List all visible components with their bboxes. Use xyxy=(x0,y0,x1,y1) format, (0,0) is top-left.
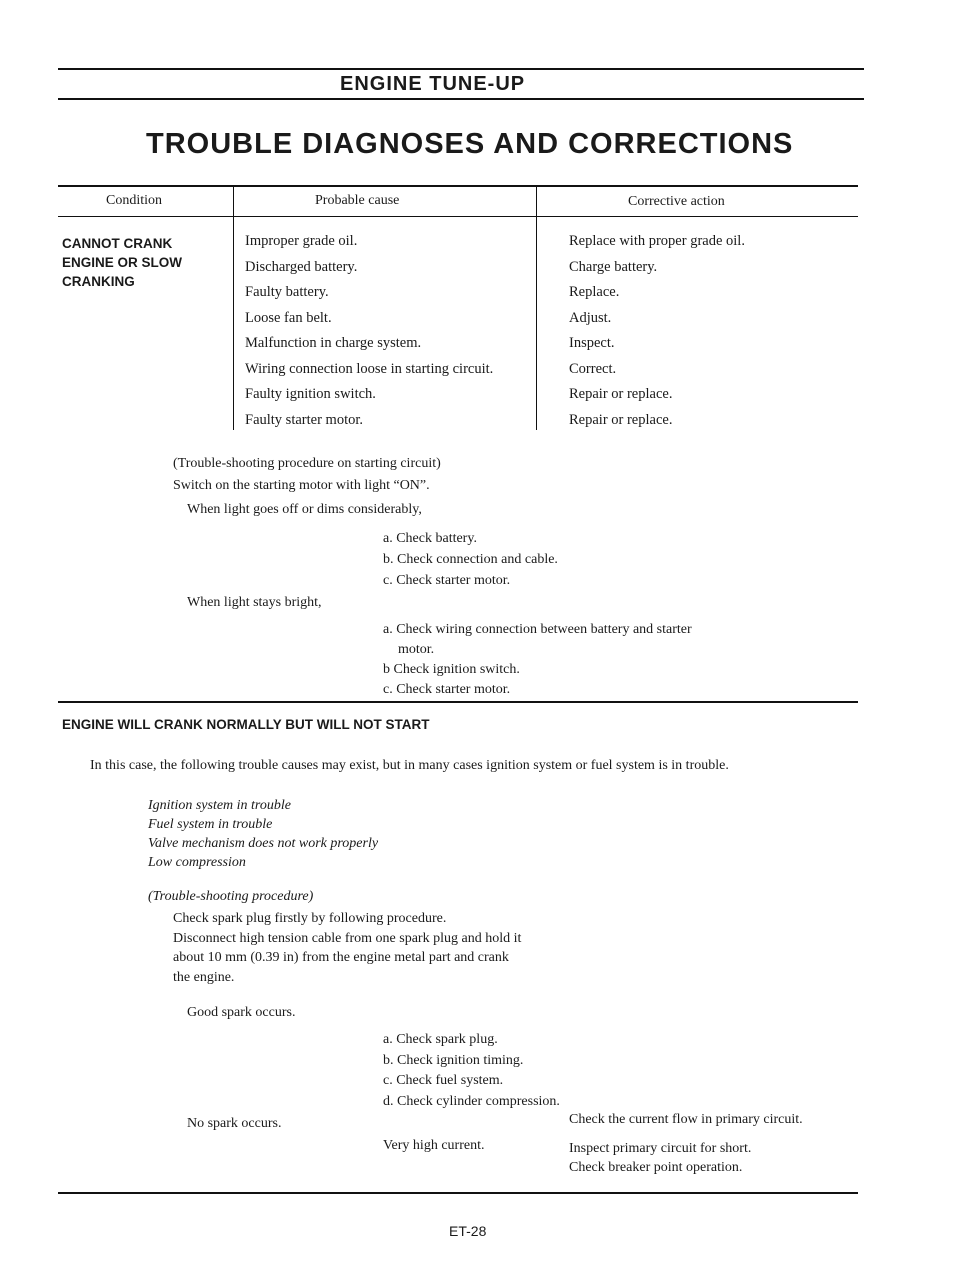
step-item: b Check ignition switch. xyxy=(383,662,520,677)
no-spark: No spark occurs. xyxy=(187,1116,282,1131)
table-divider-1 xyxy=(233,186,234,430)
cause-item: Ignition system in trouble xyxy=(148,798,291,813)
action-item: Check breaker point operation. xyxy=(569,1160,743,1175)
footer-rule xyxy=(58,1192,858,1194)
step-item: a. Check wiring connection between battery and starter xyxy=(383,622,692,637)
section-rule xyxy=(58,701,858,703)
col-header-cause: Probable cause xyxy=(315,193,400,208)
step-item: c. Check fuel system. xyxy=(383,1073,504,1088)
header-top-rule xyxy=(58,68,864,70)
action-item: Repair or replace. xyxy=(569,386,673,402)
step-item: b. Check connection and cable. xyxy=(383,552,558,567)
cause-list-italic xyxy=(148,796,378,872)
condition-line: CANNOT CRANK xyxy=(62,236,173,251)
dim-case: When light goes off or dims considerably, xyxy=(187,502,422,517)
step-item: c. Check starter motor. xyxy=(383,573,511,588)
dim-steps xyxy=(383,528,558,591)
cause-list xyxy=(245,229,493,433)
section-header: ENGINE TUNE-UP xyxy=(340,73,526,95)
cause-item: Valve mechanism does not work properly xyxy=(148,836,379,851)
page-number: ET-28 xyxy=(449,1223,487,1239)
high-actions xyxy=(569,1139,751,1177)
starting-heading: (Trouble-shooting procedure on starting circuit) xyxy=(173,456,441,471)
table-top-rule xyxy=(58,185,858,187)
cause-item: Malfunction in charge system. xyxy=(245,335,422,351)
step-item: d. Check cylinder compression. xyxy=(383,1093,560,1109)
table-header-rule xyxy=(58,216,858,217)
good-steps xyxy=(383,1030,560,1112)
cause-item: Wiring connection loose in starting circuit. xyxy=(245,360,494,377)
procedure-lines xyxy=(173,909,521,987)
step-item: a. Check spark plug. xyxy=(383,1032,498,1047)
condition-cell xyxy=(62,234,182,291)
bright-case: When light stays bright, xyxy=(187,595,322,610)
step-item: c. Check starter motor. xyxy=(383,682,511,697)
section2-heading: ENGINE WILL CRANK NORMALLY BUT WILL NOT START xyxy=(62,717,430,732)
action-item: Correct. xyxy=(569,360,617,377)
action-item: Charge battery. xyxy=(569,258,658,275)
header-bottom-rule xyxy=(58,98,864,100)
procedure-heading: (Trouble-shooting procedure) xyxy=(148,889,314,904)
col-header-condition: Condition xyxy=(106,193,163,208)
cause-item: Discharged battery. xyxy=(245,258,358,275)
table-divider-2 xyxy=(536,186,537,430)
procedure-line: Check spark plug firstly by following procedure. xyxy=(173,911,447,926)
cause-item: Improper grade oil. xyxy=(245,233,358,249)
good-spark: Good spark occurs. xyxy=(187,1005,296,1020)
action-item: Repair or replace. xyxy=(569,411,673,428)
procedure-line: about 10 mm (0.39 in) from the engine metal part and crank xyxy=(173,950,509,965)
step-item: a. Check battery. xyxy=(383,531,477,546)
action-item: Replace. xyxy=(569,284,620,300)
action-list xyxy=(569,229,745,433)
cause-item: Loose fan belt. xyxy=(245,309,332,326)
condition-line: CRANKING xyxy=(62,274,135,289)
condition-line: ENGINE OR SLOW xyxy=(62,255,183,270)
procedure-line: Disconnect high tension cable from one spark plug and hold it xyxy=(173,930,522,946)
starting-intro: Switch on the starting motor with light “ON”. xyxy=(173,478,430,493)
step-item: b. Check ignition timing. xyxy=(383,1052,524,1068)
action-item: Adjust. xyxy=(569,309,612,326)
high-current: Very high current. xyxy=(383,1138,485,1153)
check-current: Check the current flow in primary circuit. xyxy=(569,1112,803,1127)
bright-steps xyxy=(383,620,692,700)
cause-item: Low compression xyxy=(148,855,246,870)
step-item: motor. xyxy=(398,642,435,657)
cause-item: Faulty starter motor. xyxy=(245,411,363,428)
cause-item: Fuel system in trouble xyxy=(148,817,273,832)
section2-intro: In this case, the following trouble causes may exist, but in many cases ignition system or fuel system is in trouble. xyxy=(90,758,729,773)
cause-item: Faulty battery. xyxy=(245,284,329,300)
procedure-line: the engine. xyxy=(173,969,235,985)
cause-item: Faulty ignition switch. xyxy=(245,386,376,402)
action-item: Inspect primary circuit for short. xyxy=(569,1141,752,1156)
action-item: Replace with proper grade oil. xyxy=(569,233,745,249)
col-header-action: Corrective action xyxy=(628,194,725,209)
page-title: TROUBLE DIAGNOSES AND CORRECTIONS xyxy=(146,128,794,160)
action-item: Inspect. xyxy=(569,335,615,351)
